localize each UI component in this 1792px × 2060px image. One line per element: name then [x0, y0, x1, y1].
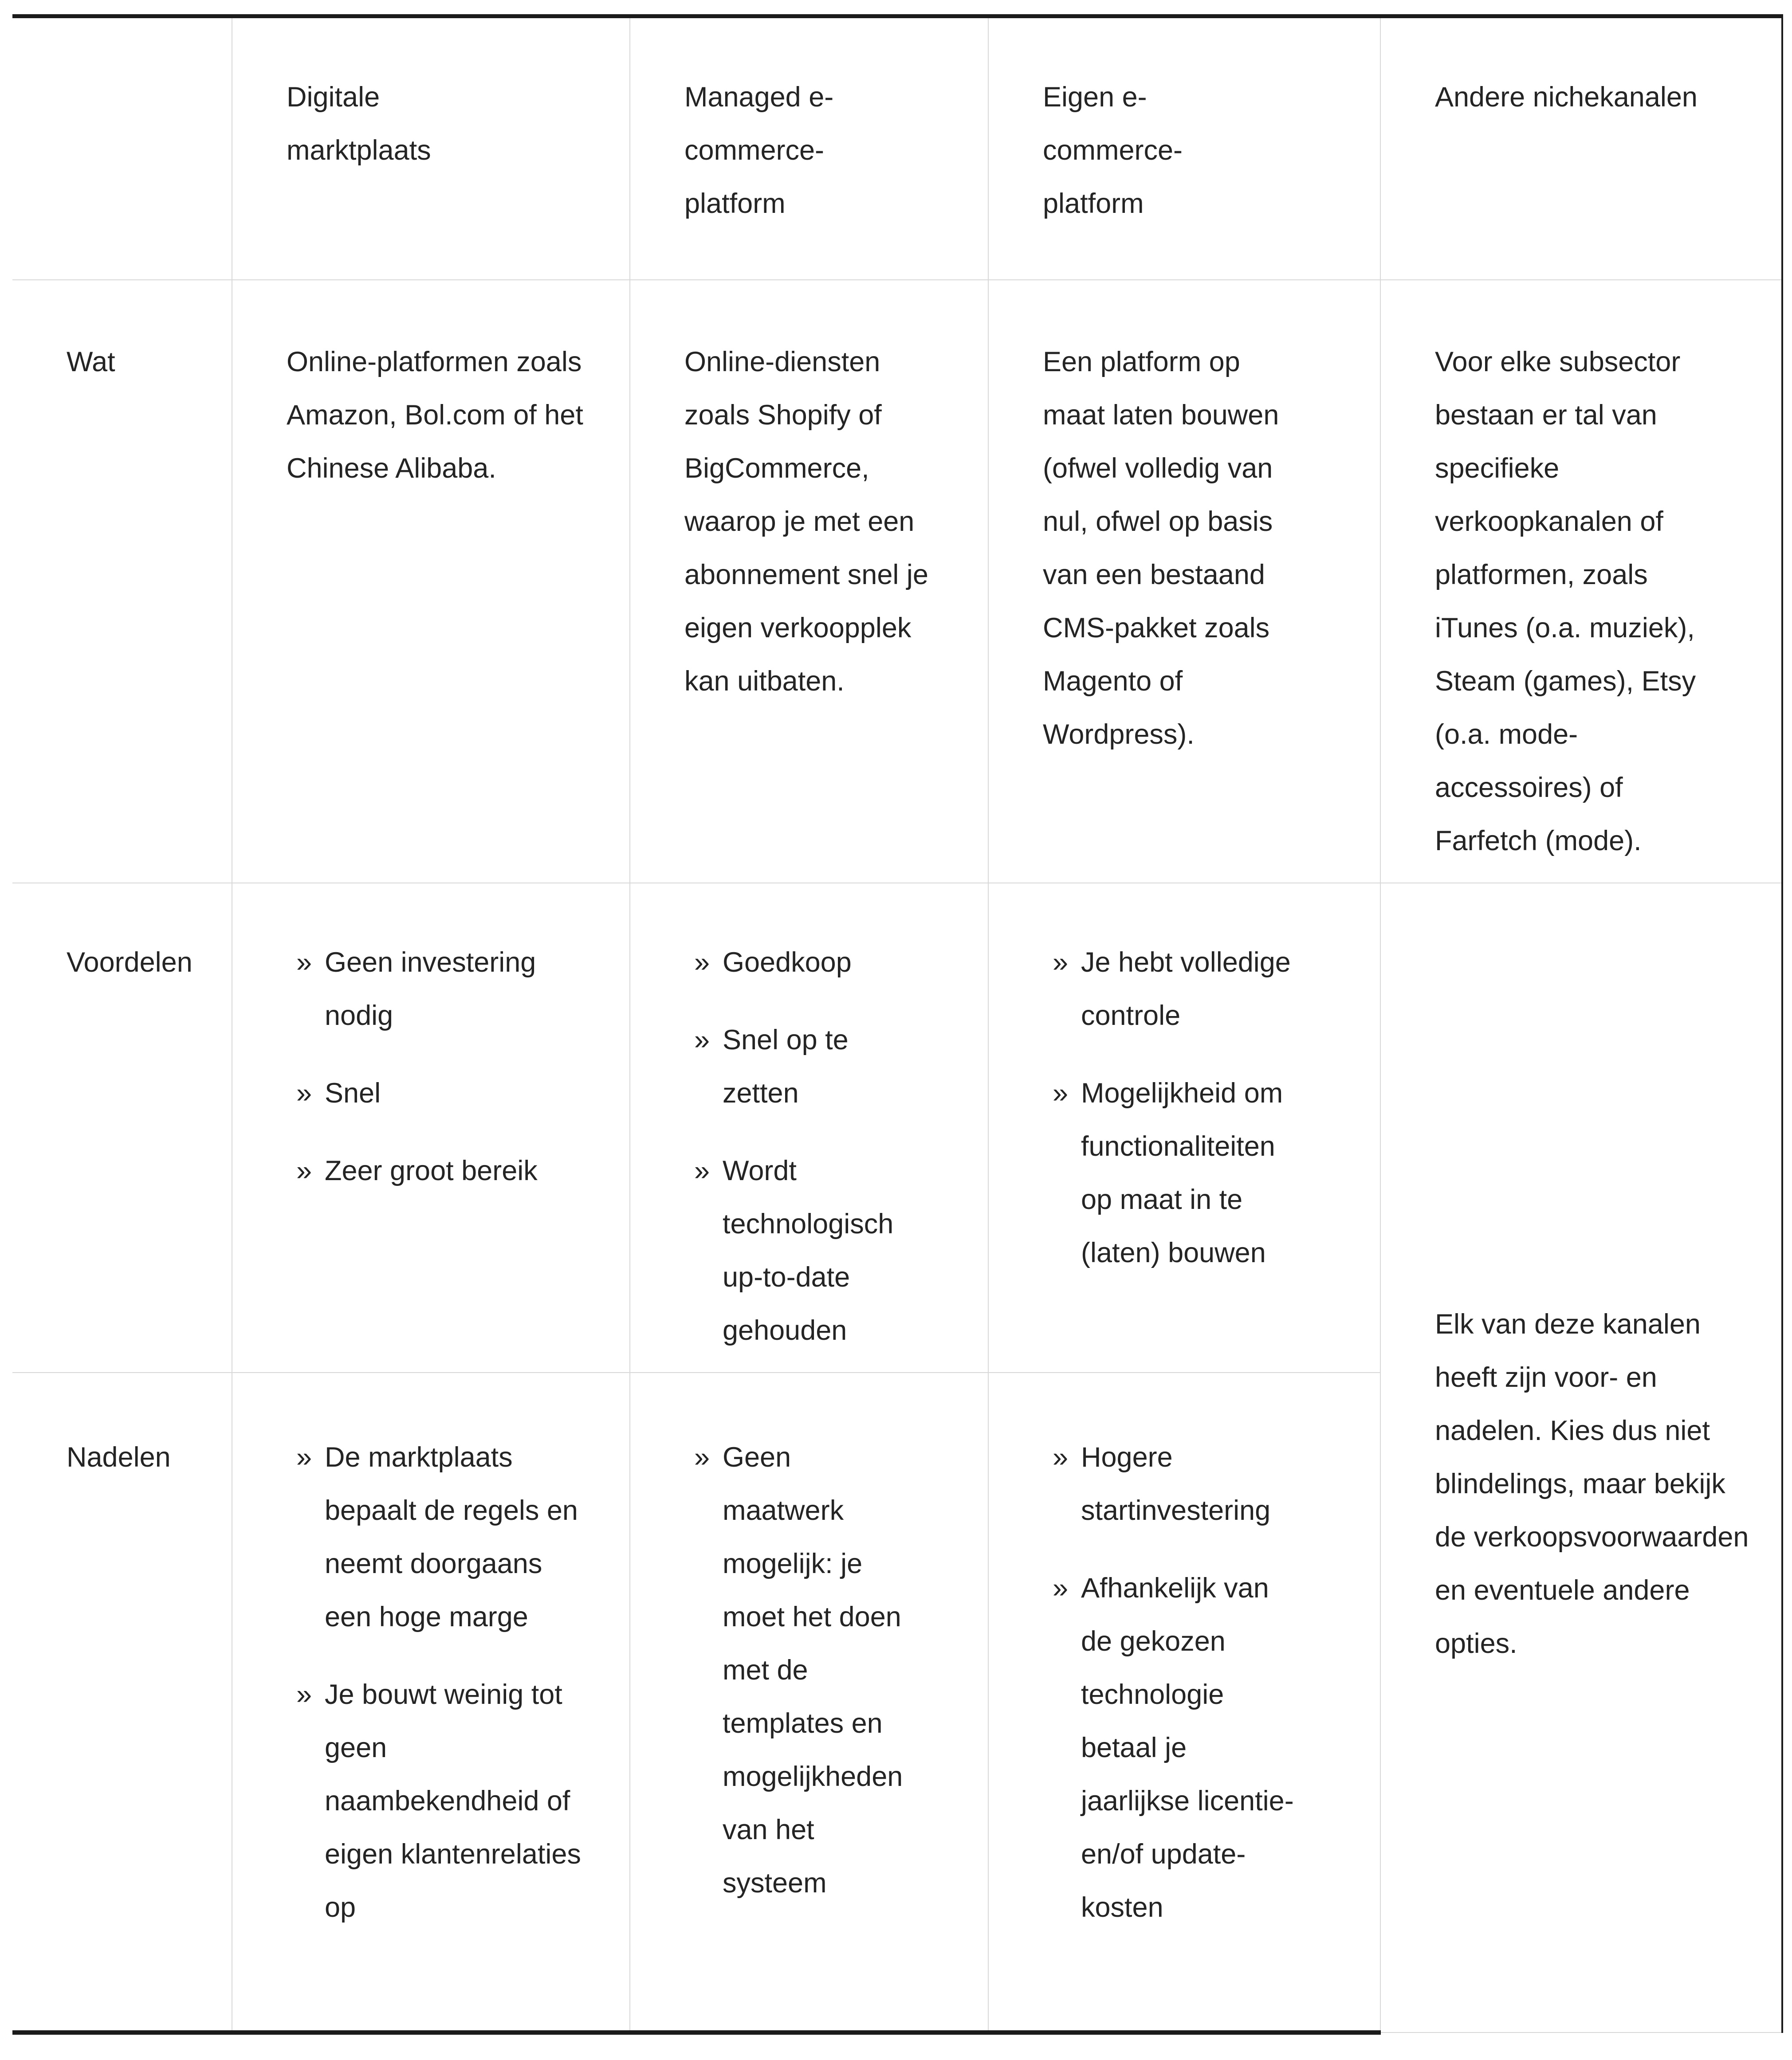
cell-nichekanalen-note [1380, 883, 1782, 2033]
cell-voordelen-eigen-platform [988, 883, 1380, 1373]
bullet-item [1053, 1067, 1368, 1279]
cell-text: Online-diensten zoals Shopify of BigCommerce, waarop je met een abonnement snel je eigen verkoopplek kan uitbaten. [684, 346, 928, 697]
bullet-text: De marktplaats bepaalt de regels en neemt doorgaans een hoge marge [325, 1441, 578, 1632]
cell-wat-digitale-marktplaats [232, 280, 630, 883]
bullet-text: Zeer groot bereik [325, 1155, 538, 1186]
bullet-text: Je bouwt weinig tot geen naambekendheid of eigen klantenrelaties op [325, 1679, 581, 1923]
cell-nadelen-eigen-platform [988, 1373, 1380, 2033]
row-label-cell-wat [12, 280, 232, 883]
niche-note-text: Elk van deze kanalen heeft zijn voor- en nadelen. Kies dus niet blindelings, maar bekijk de verkoopsvoorwaarden en eventuele andere opties. [1435, 1308, 1749, 1659]
cell-voordelen-digitale-marktplaats [232, 883, 630, 1373]
header-cell-managed-ecommerce-platform [630, 16, 988, 280]
row-voordelen [12, 883, 1782, 1373]
bullet-marker: » [1053, 1572, 1069, 1604]
bullet-marker: » [296, 946, 312, 978]
comparison-table-wrapper [12, 14, 1783, 2035]
bullet-item [296, 1668, 617, 1934]
bullet-marker: » [1053, 946, 1069, 978]
bullet-text: Geen investering nodig [325, 946, 536, 1031]
bullet-item [694, 936, 975, 989]
bullet-marker: » [296, 1155, 312, 1186]
bullet-item [694, 1013, 975, 1120]
cell-text: Online-platformen zoals Amazon, Bol.com of het Chinese Alibaba. [287, 346, 583, 484]
row-wat [12, 280, 1782, 883]
bullet-marker: » [694, 1441, 710, 1473]
bullet-marker: » [1053, 1441, 1069, 1473]
cell-text: Een platform op maat laten bouwen (ofwel volledig van nul, ofwel op basis van een bestaand CMS-pakket zoals Magento of Wordpress). [1043, 346, 1279, 750]
cell-nadelen-managed-platform [630, 1373, 988, 2033]
column-header-label: Andere nichekanalen [1435, 82, 1698, 113]
cell-voordelen-managed-platform [630, 883, 988, 1373]
bullet-marker: » [694, 1024, 710, 1056]
bullet-item [296, 936, 617, 1042]
comparison-table [12, 14, 1783, 2035]
header-cell-eigen-ecommerce-platform [988, 16, 1380, 280]
row-label: Voordelen [67, 946, 193, 978]
cell-wat-nichekanalen [1380, 280, 1782, 883]
bullet-item [1053, 1562, 1368, 1934]
bullet-marker: » [296, 1679, 312, 1710]
row-label: Wat [67, 346, 115, 377]
bullet-list [684, 936, 975, 1357]
bullet-marker: » [694, 1155, 710, 1186]
bullet-text: Snel op te zetten [723, 1024, 849, 1109]
column-header-label: Digitale marktplaats [287, 82, 431, 166]
bullet-text: Mogelijkheid om functionaliteiten op maat in te (laten) bouwen [1081, 1077, 1283, 1268]
header-cell-empty [12, 16, 232, 280]
bullet-text: Je hebt volledige controle [1081, 946, 1291, 1031]
cell-wat-managed-platform [630, 280, 988, 883]
bullet-list [1043, 1431, 1368, 1934]
bullet-text: Afhankelijk van de gekozen technologie betaal je jaarlijkse licentie- en/of update-kosten [1081, 1572, 1294, 1923]
bullet-marker: » [1053, 1077, 1069, 1109]
bullet-text: Hogere startinvestering [1081, 1441, 1271, 1526]
bullet-text: Snel [325, 1077, 381, 1109]
row-label-cell-voordelen [12, 883, 232, 1373]
cell-nadelen-digitale-marktplaats [232, 1373, 630, 2033]
bullet-item [1053, 1431, 1368, 1537]
bullet-text: Geen maatwerk mogelijk: je moet het doen met de templates en mogelijkheden van het systeem [723, 1441, 903, 1899]
bullet-list [287, 1431, 617, 1934]
bullet-marker: » [296, 1077, 312, 1109]
bullet-item [296, 1067, 617, 1120]
bullet-marker: » [296, 1441, 312, 1473]
bullet-list [684, 1431, 975, 1910]
bullet-list [287, 936, 617, 1197]
row-label-cell-nadelen [12, 1373, 232, 2033]
bullet-list [1043, 936, 1368, 1279]
header-cell-digitale-marktplaats [232, 16, 630, 280]
table-header-row [12, 16, 1782, 280]
bullet-item [694, 1431, 975, 1910]
bullet-marker: » [694, 946, 710, 978]
bullet-text: Wordt technologisch up-to-date gehouden [723, 1155, 894, 1346]
row-label: Nadelen [67, 1441, 171, 1473]
bullet-item [1053, 936, 1368, 1042]
bullet-text: Goedkoop [723, 946, 852, 978]
bullet-item [296, 1431, 617, 1644]
bullet-item [296, 1144, 617, 1197]
cell-text: Voor elke subsector bestaan er tal van specifieke verkoopkanalen of platformen, zoals iTunes (o.a. muziek), Steam (games), Etsy (o.a. mode-accessoires) of Farfetch (mode). [1435, 346, 1696, 856]
cell-wat-eigen-platform [988, 280, 1380, 883]
bullet-item [694, 1144, 975, 1357]
column-header-label: Managed e-commerce-platform [684, 82, 834, 219]
header-cell-andere-nichekanalen [1380, 16, 1782, 280]
column-header-label: Eigen e-commerce-platform [1043, 82, 1183, 219]
